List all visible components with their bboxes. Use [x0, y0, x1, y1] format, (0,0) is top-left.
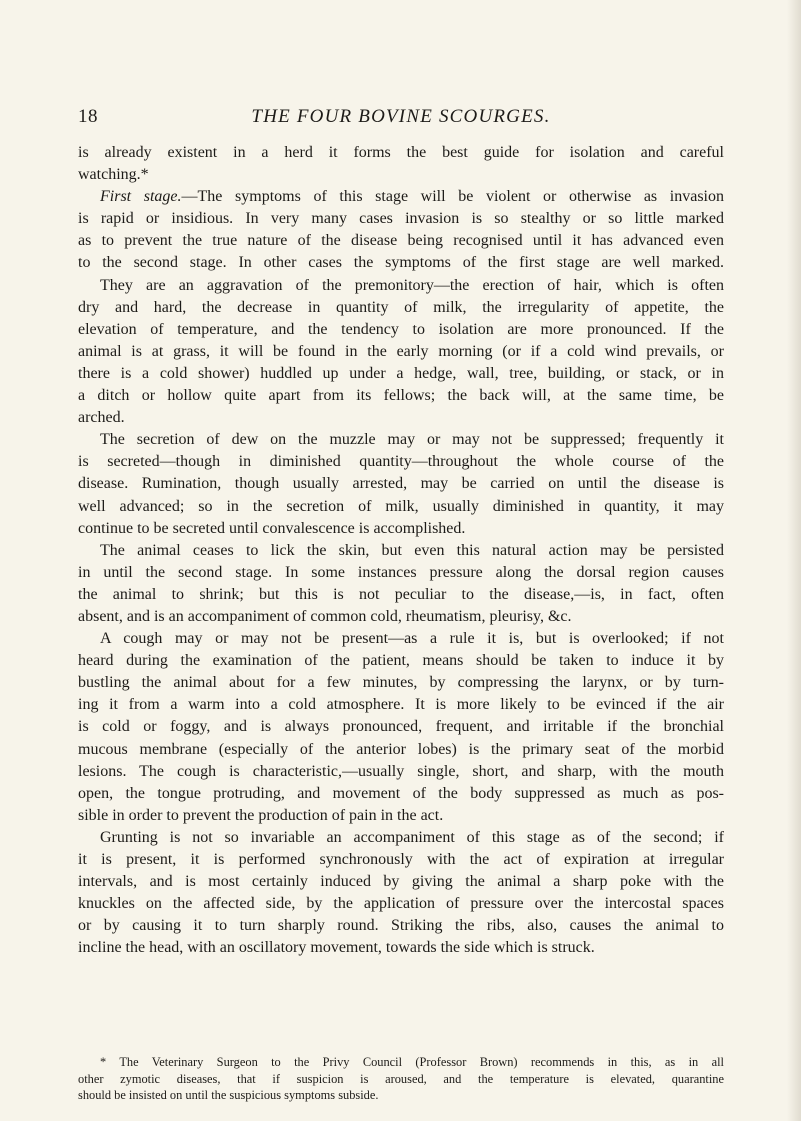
footnote: [78, 1054, 724, 1104]
footnote-line: other zymotic diseases, that if suspicion is aroused, and the temperature is elevated, quarantine: [78, 1071, 724, 1086]
text-line: ing it from a warm into a cold atmosphere. It is more likely to be evinced if the air: [78, 696, 724, 714]
text-line: elevation of temperature, and the tendency to isolation are more pronounced. If the: [78, 320, 724, 338]
text-line: The animal ceases to lick the skin, but even this natural action may be persisted: [100, 541, 724, 559]
text-line: incline the head, with an oscillatory movement, towards the side which is struck.: [78, 939, 595, 957]
text-line: is rapid or insidious. In very many cases invasion is so stealthy or so little marked: [78, 210, 724, 228]
body-text: [78, 142, 724, 959]
first-stage-text: —The symptoms of this stage will be violent or otherwise as invasion: [181, 188, 724, 206]
text-line: open, the tongue protruding, and movement of the body suppressed as much as pos-: [78, 784, 724, 802]
text-line: A cough may or may not be present—as a rule it is, but is overlooked; if not: [100, 630, 724, 648]
text-line: knuckles on the affected side, by the application of pressure over the intercostal spaces: [78, 895, 724, 913]
text-line: as to prevent the true nature of the disease being recognised until it has advanced even: [78, 232, 724, 250]
text-line: there is a cold shower) huddled up under a hedge, wall, tree, building, or stack, or in: [78, 364, 724, 382]
text-line: disease. Rumination, though usually arrested, may be carried on until the disease is: [78, 475, 724, 493]
text-line: watching.*: [78, 166, 149, 184]
text-line: Grunting is not so invariable an accompaniment of this stage as of the second; if: [100, 828, 724, 846]
text-line: intervals, and is most certainly induced by giving the animal a sharp poke with the: [78, 873, 724, 891]
text-line: animal is at grass, it will be found in the early morning (or if a cold wind prevails, or: [78, 342, 724, 360]
text-line: sible in order to prevent the production of pain in the act.: [78, 806, 444, 824]
text-line: well advanced; so in the secretion of milk, usually diminished in quantity, it may: [78, 497, 724, 515]
page-number: 18: [78, 106, 98, 127]
text-line: is cold or foggy, and is always pronounced, frequent, and irritable if the bronchial: [78, 718, 724, 736]
text-line: lesions. The cough is characteristic,—usually single, short, and sharp, with the mouth: [78, 762, 724, 780]
text-line: mucous membrane (especially of the anterior lobes) is the primary seat of the morbid: [78, 740, 724, 758]
text-line: is secreted—though in diminished quantity—throughout the whole course of the: [78, 453, 724, 471]
footnote-line: * The Veterinary Surgeon to the Privy Council (Professor Brown) recommends in this, as in all: [100, 1055, 724, 1069]
footnote-line: should be insisted on until the suspicious symptoms subside.: [78, 1088, 379, 1102]
page-edge-shadow: [787, 0, 801, 1121]
running-title: THE FOUR BOVINE SCOURGES.: [251, 106, 551, 127]
text-line: bustling the animal about for a few minutes, by compressing the larynx, or by turn-: [78, 674, 724, 692]
text-line: The secretion of dew on the muzzle may or may not be suppressed; frequently it: [100, 431, 724, 449]
running-head: [78, 106, 724, 130]
text-line: to the second stage. In other cases the symptoms of the first stage are well marked.: [78, 254, 724, 272]
text-line: the animal to shrink; but this is not peculiar to the disease,—is, in fact, often: [78, 585, 724, 603]
first-stage-heading: First stage.: [100, 188, 182, 206]
text-line: a ditch or hollow quite apart from its fellows; the back will, at the same time, be: [78, 387, 724, 405]
text-line: in until the second stage. In some instances pressure along the dorsal region causes: [78, 563, 724, 581]
text-line: dry and hard, the decrease in quantity of milk, the irregularity of appetite, the: [78, 298, 724, 316]
text-line: absent, and is an accompaniment of common cold, rheumatism, pleurisy, &c.: [78, 607, 572, 625]
text-line: [78, 186, 724, 208]
text-line: or by causing it to turn sharply round. Striking the ribs, also, causes the animal to: [78, 917, 724, 935]
text-line: arched.: [78, 409, 125, 427]
text-line: They are an aggravation of the premonitory—the erection of hair, which is often: [100, 276, 724, 294]
text-line: heard during the examination of the patient, means should be taken to induce it by: [78, 652, 724, 670]
text-line: it is present, it is performed synchronously with the act of expiration at irregular: [78, 851, 724, 868]
text-line: continue to be secreted until convalescence is accomplished.: [78, 519, 466, 537]
text-line: is already existent in a herd it forms the best guide for isolation and careful: [78, 144, 724, 161]
